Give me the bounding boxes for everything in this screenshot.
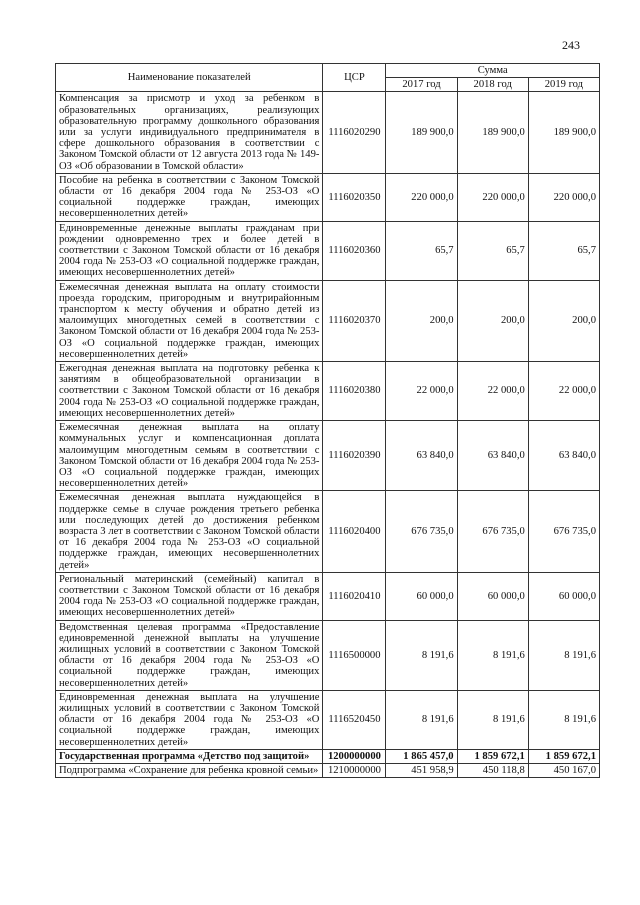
- column-header-2019: 2019 год: [528, 78, 599, 92]
- row-code: 1116020290: [323, 92, 386, 173]
- row-code: 1116020370: [323, 280, 386, 361]
- table-row: [56, 749, 600, 763]
- row-code: 1116020390: [323, 421, 386, 491]
- row-value-2019: 60 000,0: [528, 572, 599, 620]
- row-code: 1116020380: [323, 362, 386, 421]
- row-value-2018: 63 840,0: [457, 421, 528, 491]
- row-value-2018: 1 859 672,1: [457, 749, 528, 763]
- row-value-2019: 8 191,6: [528, 690, 599, 749]
- table-row: [56, 221, 600, 280]
- row-name: Ежемесячная денежная выплата нуждающейся в поддержке семье в случае рождения третьего ребенка или последующих детей до достижения ребенком возраста 3 лет в соответствии с Законом Томской области от 16 декабря 2004 года № 253-ОЗ «О социальной поддержке граждан, имеющих несовершеннолетних детей»: [56, 491, 323, 572]
- row-value-2017: 8 191,6: [386, 620, 457, 690]
- table-row: [56, 690, 600, 749]
- row-code: 1116020410: [323, 572, 386, 620]
- row-name: Ежемесячная денежная выплата на оплату стоимости проезда городским, пригородным и внутрирайонным транспортом к месту обучения и обратно детей из малоимущих многодетных семей в соответствии с Законом Томской области от 16 декабря 2004 года № 253-ОЗ «О социальной поддержке граждан, имеющих несовершеннолетних детей»: [56, 280, 323, 361]
- row-value-2019: 65,7: [528, 221, 599, 280]
- row-value-2017: 60 000,0: [386, 572, 457, 620]
- row-name: Ведомственная целевая программа «Предоставление единовременной денежной выплаты на улучшение жилищных условий в соответствии с Законом Томской области от 16 декабря 2004 года № 253-ОЗ «О социальной поддержке граждан, имеющих несовершеннолетних детей»: [56, 620, 323, 690]
- row-name: Государственная программа «Детство под защитой»: [56, 749, 323, 763]
- row-value-2017: 65,7: [386, 221, 457, 280]
- row-value-2017: 22 000,0: [386, 362, 457, 421]
- row-name: Компенсация за присмотр и уход за ребенком в образовательных организациях, реализующих образовательную программу дошкольного образования или за услуги индивидуального предпринимателя в сфере дошкольного образования в соответствии с Законом Томской области от 12 августа 2013 года № 149-ОЗ «Об образовании в Томской области»: [56, 92, 323, 173]
- row-name: Подпрограмма «Сохранение для ребенка кровной семьи»: [56, 763, 323, 777]
- row-value-2019: 22 000,0: [528, 362, 599, 421]
- column-header-2018: 2018 год: [457, 78, 528, 92]
- row-value-2019: 8 191,6: [528, 620, 599, 690]
- row-name: Региональный материнский (семейный) капитал в соответствии с Законом Томской области от 16 декабря 2004 года № 253-ОЗ «О социальной поддержке граждан, имеющих несовершеннолетних детей»: [56, 572, 323, 620]
- column-header-2017: 2017 год: [386, 78, 457, 92]
- row-code: 1200000000: [323, 749, 386, 763]
- row-code: 1116500000: [323, 620, 386, 690]
- row-name: Пособие на ребенка в соответствии с Законом Томской области от 16 декабря 2004 года № 253-ОЗ «О социальной поддержке граждан, имеющих несовершеннолетних детей»: [56, 173, 323, 221]
- table-row: [56, 572, 600, 620]
- table-row: [56, 620, 600, 690]
- row-value-2017: 200,0: [386, 280, 457, 361]
- table-row: [56, 421, 600, 491]
- row-value-2017: 220 000,0: [386, 173, 457, 221]
- row-code: 1116020400: [323, 491, 386, 572]
- row-value-2018: 676 735,0: [457, 491, 528, 572]
- row-value-2018: 60 000,0: [457, 572, 528, 620]
- table-row: [56, 362, 600, 421]
- table-row: [56, 763, 600, 777]
- row-value-2018: 65,7: [457, 221, 528, 280]
- row-value-2018: 22 000,0: [457, 362, 528, 421]
- table-row: [56, 92, 600, 173]
- row-name: Единовременная денежная выплата на улучшение жилищных условий в соответствии с Законом Томской области от 16 декабря 2004 года № 253-ОЗ «О социальной поддержке граждан, имеющих несовершеннолетних детей»: [56, 690, 323, 749]
- row-name: Ежегодная денежная выплата на подготовку ребенка к занятиям в общеобразовательной организации в соответствии с Законом Томской области от 16 декабря 2004 года № 253-ОЗ «О социальной поддержке граждан, имеющих несовершеннолетних детей»: [56, 362, 323, 421]
- row-code: 1116520450: [323, 690, 386, 749]
- row-value-2019: 450 167,0: [528, 763, 599, 777]
- row-value-2018: 189 900,0: [457, 92, 528, 173]
- row-value-2017: 676 735,0: [386, 491, 457, 572]
- header-row: [56, 64, 600, 78]
- row-value-2018: 450 118,8: [457, 763, 528, 777]
- row-value-2018: 220 000,0: [457, 173, 528, 221]
- column-header-name: Наименование показателей: [56, 64, 323, 92]
- budget-table: [55, 63, 600, 778]
- row-code: 1116020360: [323, 221, 386, 280]
- table-row: [56, 280, 600, 361]
- page-number: 243: [562, 38, 580, 52]
- column-header-code: ЦСР: [323, 64, 386, 92]
- table-row: [56, 491, 600, 572]
- row-value-2019: 1 859 672,1: [528, 749, 599, 763]
- row-value-2017: 451 958,9: [386, 763, 457, 777]
- row-value-2017: 189 900,0: [386, 92, 457, 173]
- row-code: 1210000000: [323, 763, 386, 777]
- column-header-sum: Сумма: [386, 64, 600, 78]
- row-code: 1116020350: [323, 173, 386, 221]
- row-value-2017: 63 840,0: [386, 421, 457, 491]
- row-value-2017: 1 865 457,0: [386, 749, 457, 763]
- row-value-2019: 676 735,0: [528, 491, 599, 572]
- row-value-2019: 220 000,0: [528, 173, 599, 221]
- row-value-2019: 200,0: [528, 280, 599, 361]
- row-value-2018: 200,0: [457, 280, 528, 361]
- row-name: Единовременные денежные выплаты гражданам при рождении одновременно трех и более детей в соответствии с Законом Томской области от 16 декабря 2004 года № 253-ОЗ «О социальной поддержке граждан, имеющих несовершеннолетних детей»: [56, 221, 323, 280]
- row-value-2018: 8 191,6: [457, 620, 528, 690]
- row-value-2019: 189 900,0: [528, 92, 599, 173]
- row-value-2017: 8 191,6: [386, 690, 457, 749]
- row-name: Ежемесячная денежная выплата на оплату коммунальных услуг и компенсационная доплата малоимущим многодетным семьям в соответствии с Законом Томской области от 16 декабря 2004 года № 253-ОЗ «О социальной поддержке граждан, имеющих несовершеннолетних детей»: [56, 421, 323, 491]
- row-value-2018: 8 191,6: [457, 690, 528, 749]
- row-value-2019: 63 840,0: [528, 421, 599, 491]
- table-row: [56, 173, 600, 221]
